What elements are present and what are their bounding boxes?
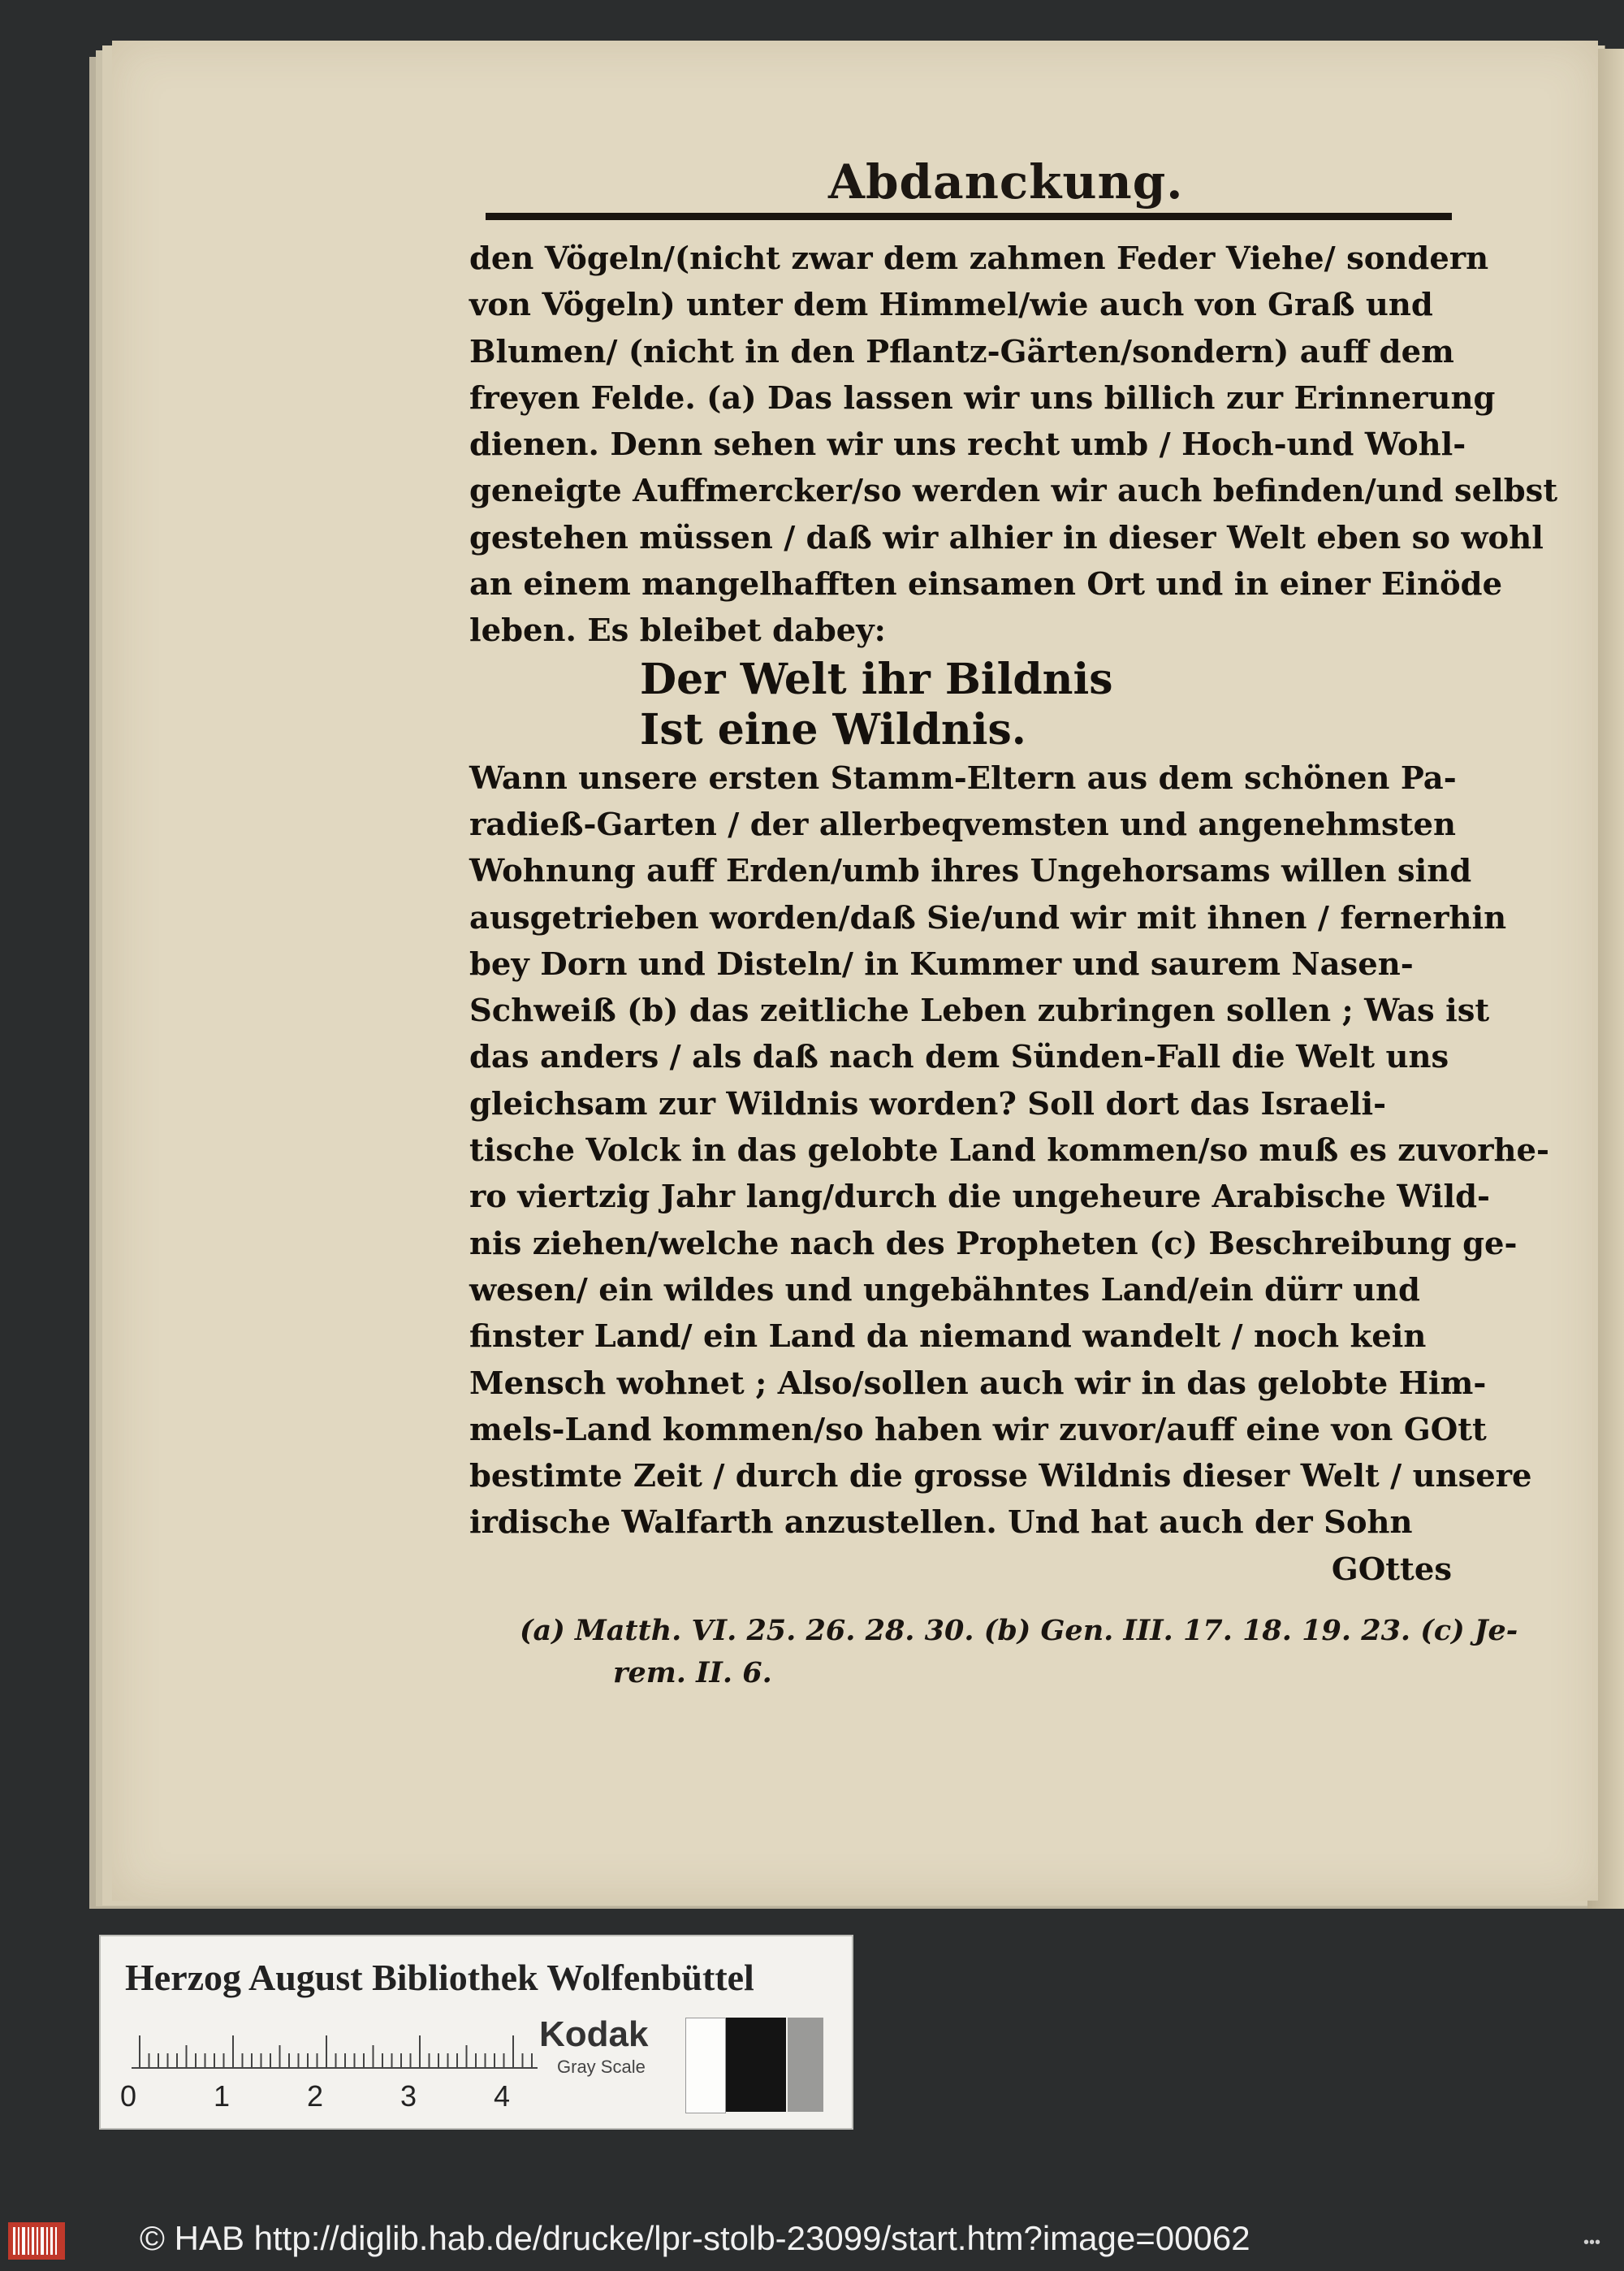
footnote-line: rem. II. 6. [613,1656,772,1689]
text-line: geneigte Auffmercker/so werden wir auch befinden/und selbst [469,473,1558,510]
verse-line: Ist eine Wildnis. [640,704,1026,755]
text-line: wesen/ ein wildes und ungebähntes Land/ein dürr und [469,1271,1420,1309]
kodak-logo: Kodak [539,2014,649,2054]
text-line: Blumen/ (nicht in den Pflantz-Gärten/sondern) auff dem [469,333,1454,370]
ruler-numbers [120,2079,575,2115]
gray-patch [788,2018,823,2112]
text-line: ro viertzig Jahr lang/durch die ungeheure Arabische Wild- [469,1179,1491,1216]
text-line: mels-Land kommen/so haben wir zuvor/auff eine von GOtt [469,1411,1487,1448]
text-line: Mensch wohnet ; Also/sollen auch wir in das gelobte Him- [469,1365,1487,1402]
text-line: tische Volck in das gelobte Land kommen/so muß es zuvorhe- [469,1132,1549,1170]
footer-bar [0,2211,1624,2271]
page-body [469,236,1558,1593]
ruler-number: 1 [214,2079,231,2113]
copyright-url[interactable]: © HAB http://diglib.hab.de/drucke/lpr-stolb-23099/start.htm?image=00062 [140,2219,1250,2257]
gray-scale-label: Gray Scale [557,2057,646,2077]
white-patch [685,2018,726,2113]
text-line: das anders / als daß nach dem Sünden-Fall die Welt uns [469,1039,1449,1076]
text-line: dienen. Denn sehen wir uns recht umb / Hoch-und Wohl- [469,426,1466,464]
text-line: den Vögeln/(nicht zwar dem zahmen Feder Viehe/ sondern [469,240,1489,277]
footnotes [520,1610,1518,1694]
ruler-number: 3 [400,2079,417,2113]
ruler-number: 2 [307,2079,324,2113]
ruler-number: 0 [120,2079,137,2113]
text-line: irdische Walfarth anzustellen. Und hat auch der Sohn [469,1504,1413,1542]
text-line: Schweiß (b) das zeitliche Leben zubringen sollen ; Was ist [469,993,1490,1030]
text-line: gleichsam zur Wildnis worden? Soll dort das Israeli- [469,1085,1387,1123]
text-line: Wann unsere ersten Stamm-Eltern aus dem schönen Pa- [469,759,1457,797]
text-line: nis ziehen/welche nach des Propheten (c) Beschreibung ge- [469,1225,1518,1262]
text-line: von Vögeln) unter dem Himmel/wie auch von Graß und [469,287,1433,324]
text-line: gestehen müssen / daß wir alhier in dieser Welt eben so wohl [469,519,1544,556]
barcode-logo-icon [8,2222,65,2260]
text-line: radieß-Garten / der allerbeqvemsten und angenehmsten [469,806,1456,843]
running-head: Abdanckung. [828,154,1184,210]
more-dots: ••• [1583,2234,1601,2252]
library-name: Herzog August Bibliothek Wolfenbüttel [125,1957,754,1998]
text-line: bey Dorn und Disteln/ in Kummer und saurem Nasen- [469,945,1414,983]
ruler-scale [132,2021,538,2070]
text-line: bestimte Zeit / durch die grosse Wildnis dieser Welt / unsere [469,1458,1532,1495]
text-line: Wohnung auff Erden/umb ihres Ungehorsams willen sind [469,853,1472,890]
catchword: GOttes [1331,1551,1452,1588]
text-line: leben. Es bleibet dabey: [469,612,886,650]
verse-line: Der Welt ihr Bildnis [640,654,1113,704]
text-line: freyen Felde. (a) Das lassen wir uns billich zur Erinnerung [469,379,1496,417]
ruler-number: 4 [494,2079,511,2113]
text-line: an einem mangelhafften einsamen Ort und in einer Einöde [469,566,1503,603]
black-patch [726,2018,786,2112]
footnote-line: (a) Matth. VI. 25. 26. 28. 30. (b) Gen. III. 17. 18. 19. 23. (c) Je- [520,1614,1518,1647]
text-line: ausgetrieben worden/daß Sie/und wir mit ihnen / fernerhin [469,899,1507,937]
text-line: finster Land/ ein Land da niemand wandelt / noch kein [469,1318,1427,1356]
header-rule [486,213,1452,220]
color-calibration-card [99,1935,853,2130]
